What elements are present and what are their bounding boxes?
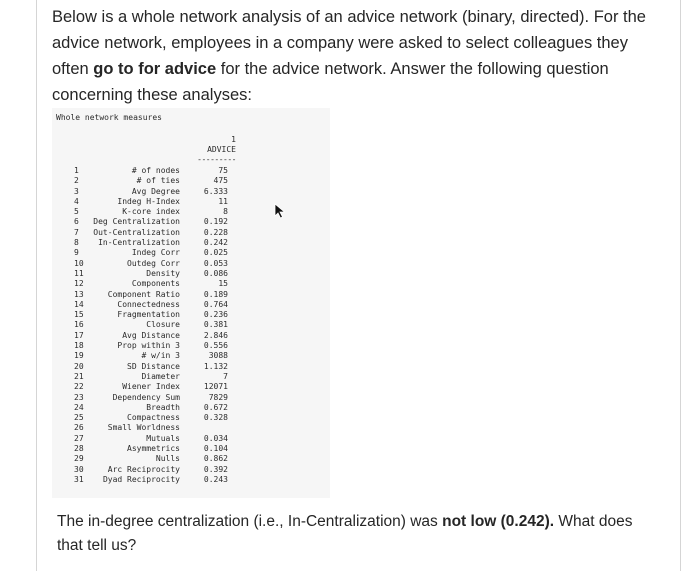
row-number: 4 <box>74 196 79 206</box>
measure-label: Mutuals <box>146 433 180 443</box>
table-row <box>74 197 228 207</box>
measure-value: 0.086 <box>203 268 228 278</box>
row-number: 10 <box>74 258 84 268</box>
table-row <box>74 290 228 300</box>
table-row <box>74 259 228 269</box>
column-number: 1 <box>231 135 236 144</box>
table-row <box>74 279 228 289</box>
measure-label: Nulls <box>155 454 180 464</box>
row-number: 12 <box>74 279 84 289</box>
table-row <box>74 465 228 475</box>
measure-label: SD Distance <box>127 361 180 371</box>
table-row <box>74 228 228 238</box>
row-number: 15 <box>74 310 84 320</box>
measure-value: 0.104 <box>203 444 228 454</box>
table-row <box>74 372 228 382</box>
row-number: 26 <box>74 423 84 433</box>
table-row <box>74 269 228 279</box>
measure-label: Indeg Corr <box>131 248 180 258</box>
measure-value: 7829 <box>208 392 228 402</box>
row-number: 31 <box>74 474 84 484</box>
header-separator: --------- <box>197 155 236 164</box>
row-number: 13 <box>74 289 84 299</box>
row-number: 29 <box>74 454 84 464</box>
row-number: 7 <box>74 227 79 237</box>
measure-value: 0.862 <box>203 454 228 464</box>
row-number: 30 <box>74 464 84 474</box>
row-number: 17 <box>74 330 84 340</box>
measure-value: 0.236 <box>203 310 228 320</box>
intro-bold-text: go to for advice <box>93 60 217 78</box>
table-row <box>74 176 228 186</box>
measure-value: 6.333 <box>203 186 228 196</box>
table-row <box>74 454 228 464</box>
measure-label: Compactness <box>127 413 180 423</box>
table-row <box>74 475 228 485</box>
row-number: 18 <box>74 341 84 351</box>
measure-label: Breadth <box>146 402 180 412</box>
table-row <box>74 362 228 372</box>
measure-value: 2.846 <box>203 330 228 340</box>
measure-value: 0.381 <box>203 320 228 330</box>
section-title: Whole network measures <box>56 113 162 122</box>
row-number: 6 <box>74 217 79 227</box>
measure-label: Avg Degree <box>131 186 180 196</box>
measures-table <box>74 166 228 485</box>
measure-label: Dependency Sum <box>112 392 180 402</box>
row-number: 28 <box>74 444 84 454</box>
column-header: ADVICE <box>207 145 236 154</box>
measure-value: 8 <box>223 207 228 217</box>
table-row <box>74 320 228 330</box>
table-row <box>74 248 228 258</box>
mouse-pointer-icon <box>274 203 286 219</box>
row-number: 21 <box>74 371 84 381</box>
row-number: 16 <box>74 320 84 330</box>
row-number: 2 <box>74 176 79 186</box>
table-row <box>74 382 228 392</box>
intro-text-1: Below is a whole network analysis of an advice network (binary, directed). For the advice network, employees in a company were asked to select colleagues they often <box>52 8 646 78</box>
row-number: 3 <box>74 186 79 196</box>
table-row <box>74 413 228 423</box>
measure-value: 0.242 <box>203 238 228 248</box>
measure-label: # of nodes <box>131 166 180 175</box>
row-number: 22 <box>74 382 84 392</box>
row-number: 8 <box>74 238 79 248</box>
measure-label: Indeg H-Index <box>117 196 180 206</box>
table-row <box>74 423 228 433</box>
measure-label: # of ties <box>136 176 180 186</box>
row-number: 14 <box>74 299 84 309</box>
measure-label: In-Centralization <box>98 238 180 248</box>
table-row <box>74 238 228 248</box>
measure-label: Arc Reciprocity <box>107 464 180 474</box>
table-row <box>74 166 228 176</box>
measure-value: 0.556 <box>203 341 228 351</box>
table-row <box>74 393 228 403</box>
measure-label: K-core index <box>122 207 180 217</box>
measure-value: 0.025 <box>203 248 228 258</box>
measure-label: Density <box>146 268 180 278</box>
measure-label: Outdeg Corr <box>127 258 180 268</box>
measure-label: Dyad Reciprocity <box>102 474 180 484</box>
question-text-2: What does that tell us? <box>57 513 633 554</box>
measure-label: Connectedness <box>117 299 180 309</box>
measure-label: Wiener Index <box>122 382 180 392</box>
row-number: 1 <box>74 166 79 175</box>
measure-value: 1.132 <box>203 361 228 371</box>
measure-label: Out-Centralization <box>93 227 180 237</box>
question-bold-text: not low (0.242). <box>442 513 555 530</box>
measure-label: Components <box>131 279 180 289</box>
table-row <box>74 310 228 320</box>
row-number: 27 <box>74 433 84 443</box>
table-row <box>74 217 228 227</box>
table-row <box>74 207 228 217</box>
measure-label: Asymmetrics <box>127 444 180 454</box>
measure-value: 0.053 <box>203 258 228 268</box>
table-row <box>74 403 228 413</box>
measure-label: Avg Distance <box>122 330 180 340</box>
row-number: 23 <box>74 392 84 402</box>
measure-label: # w/in 3 <box>141 351 180 361</box>
row-number: 19 <box>74 351 84 361</box>
table-row <box>74 300 228 310</box>
measure-value <box>180 423 228 433</box>
table-row <box>74 341 228 351</box>
measure-value: 0.228 <box>203 227 228 237</box>
measure-label: Diameter <box>141 371 180 381</box>
question-text-1: The in-degree centralization (i.e., In-Centralization) was <box>57 513 438 530</box>
measure-value: 0.672 <box>203 402 228 412</box>
measure-label: Fragmentation <box>117 310 180 320</box>
measure-label: Prop within 3 <box>117 341 180 351</box>
measure-value: 0.192 <box>203 217 228 227</box>
table-row <box>74 187 228 197</box>
row-number: 20 <box>74 361 84 371</box>
measure-label: Deg Centralization <box>93 217 180 227</box>
table-row <box>74 351 228 361</box>
measure-label: Component Ratio <box>107 289 180 299</box>
intro-text-2: for the advice network. Answer the following question concerning these analyses: <box>52 60 609 104</box>
measure-value: 0.189 <box>203 289 228 299</box>
measure-value: 11 <box>218 196 228 206</box>
measure-value: 0.764 <box>203 299 228 309</box>
measure-value: 0.034 <box>203 433 228 443</box>
measure-value: 7 <box>223 371 228 381</box>
table-row <box>74 434 228 444</box>
measure-value: 0.243 <box>203 474 228 484</box>
table-row <box>74 444 228 454</box>
measure-value: 3088 <box>208 351 228 361</box>
row-number: 11 <box>74 268 84 278</box>
measure-value: 475 <box>213 176 228 186</box>
measure-value: 0.328 <box>203 413 228 423</box>
row-number: 5 <box>74 207 79 217</box>
row-number: 25 <box>74 413 84 423</box>
measure-value: 75 <box>218 166 228 175</box>
intro-paragraph <box>52 4 652 108</box>
measure-label: Small Worldness <box>107 423 180 433</box>
row-number: 9 <box>74 248 79 258</box>
measure-value: 0.392 <box>203 464 228 474</box>
measure-value: 15 <box>218 279 228 289</box>
measure-label: Closure <box>146 320 180 330</box>
question-paragraph <box>57 510 657 558</box>
table-row <box>74 331 228 341</box>
measure-value: 12071 <box>203 382 228 392</box>
row-number: 24 <box>74 402 84 412</box>
